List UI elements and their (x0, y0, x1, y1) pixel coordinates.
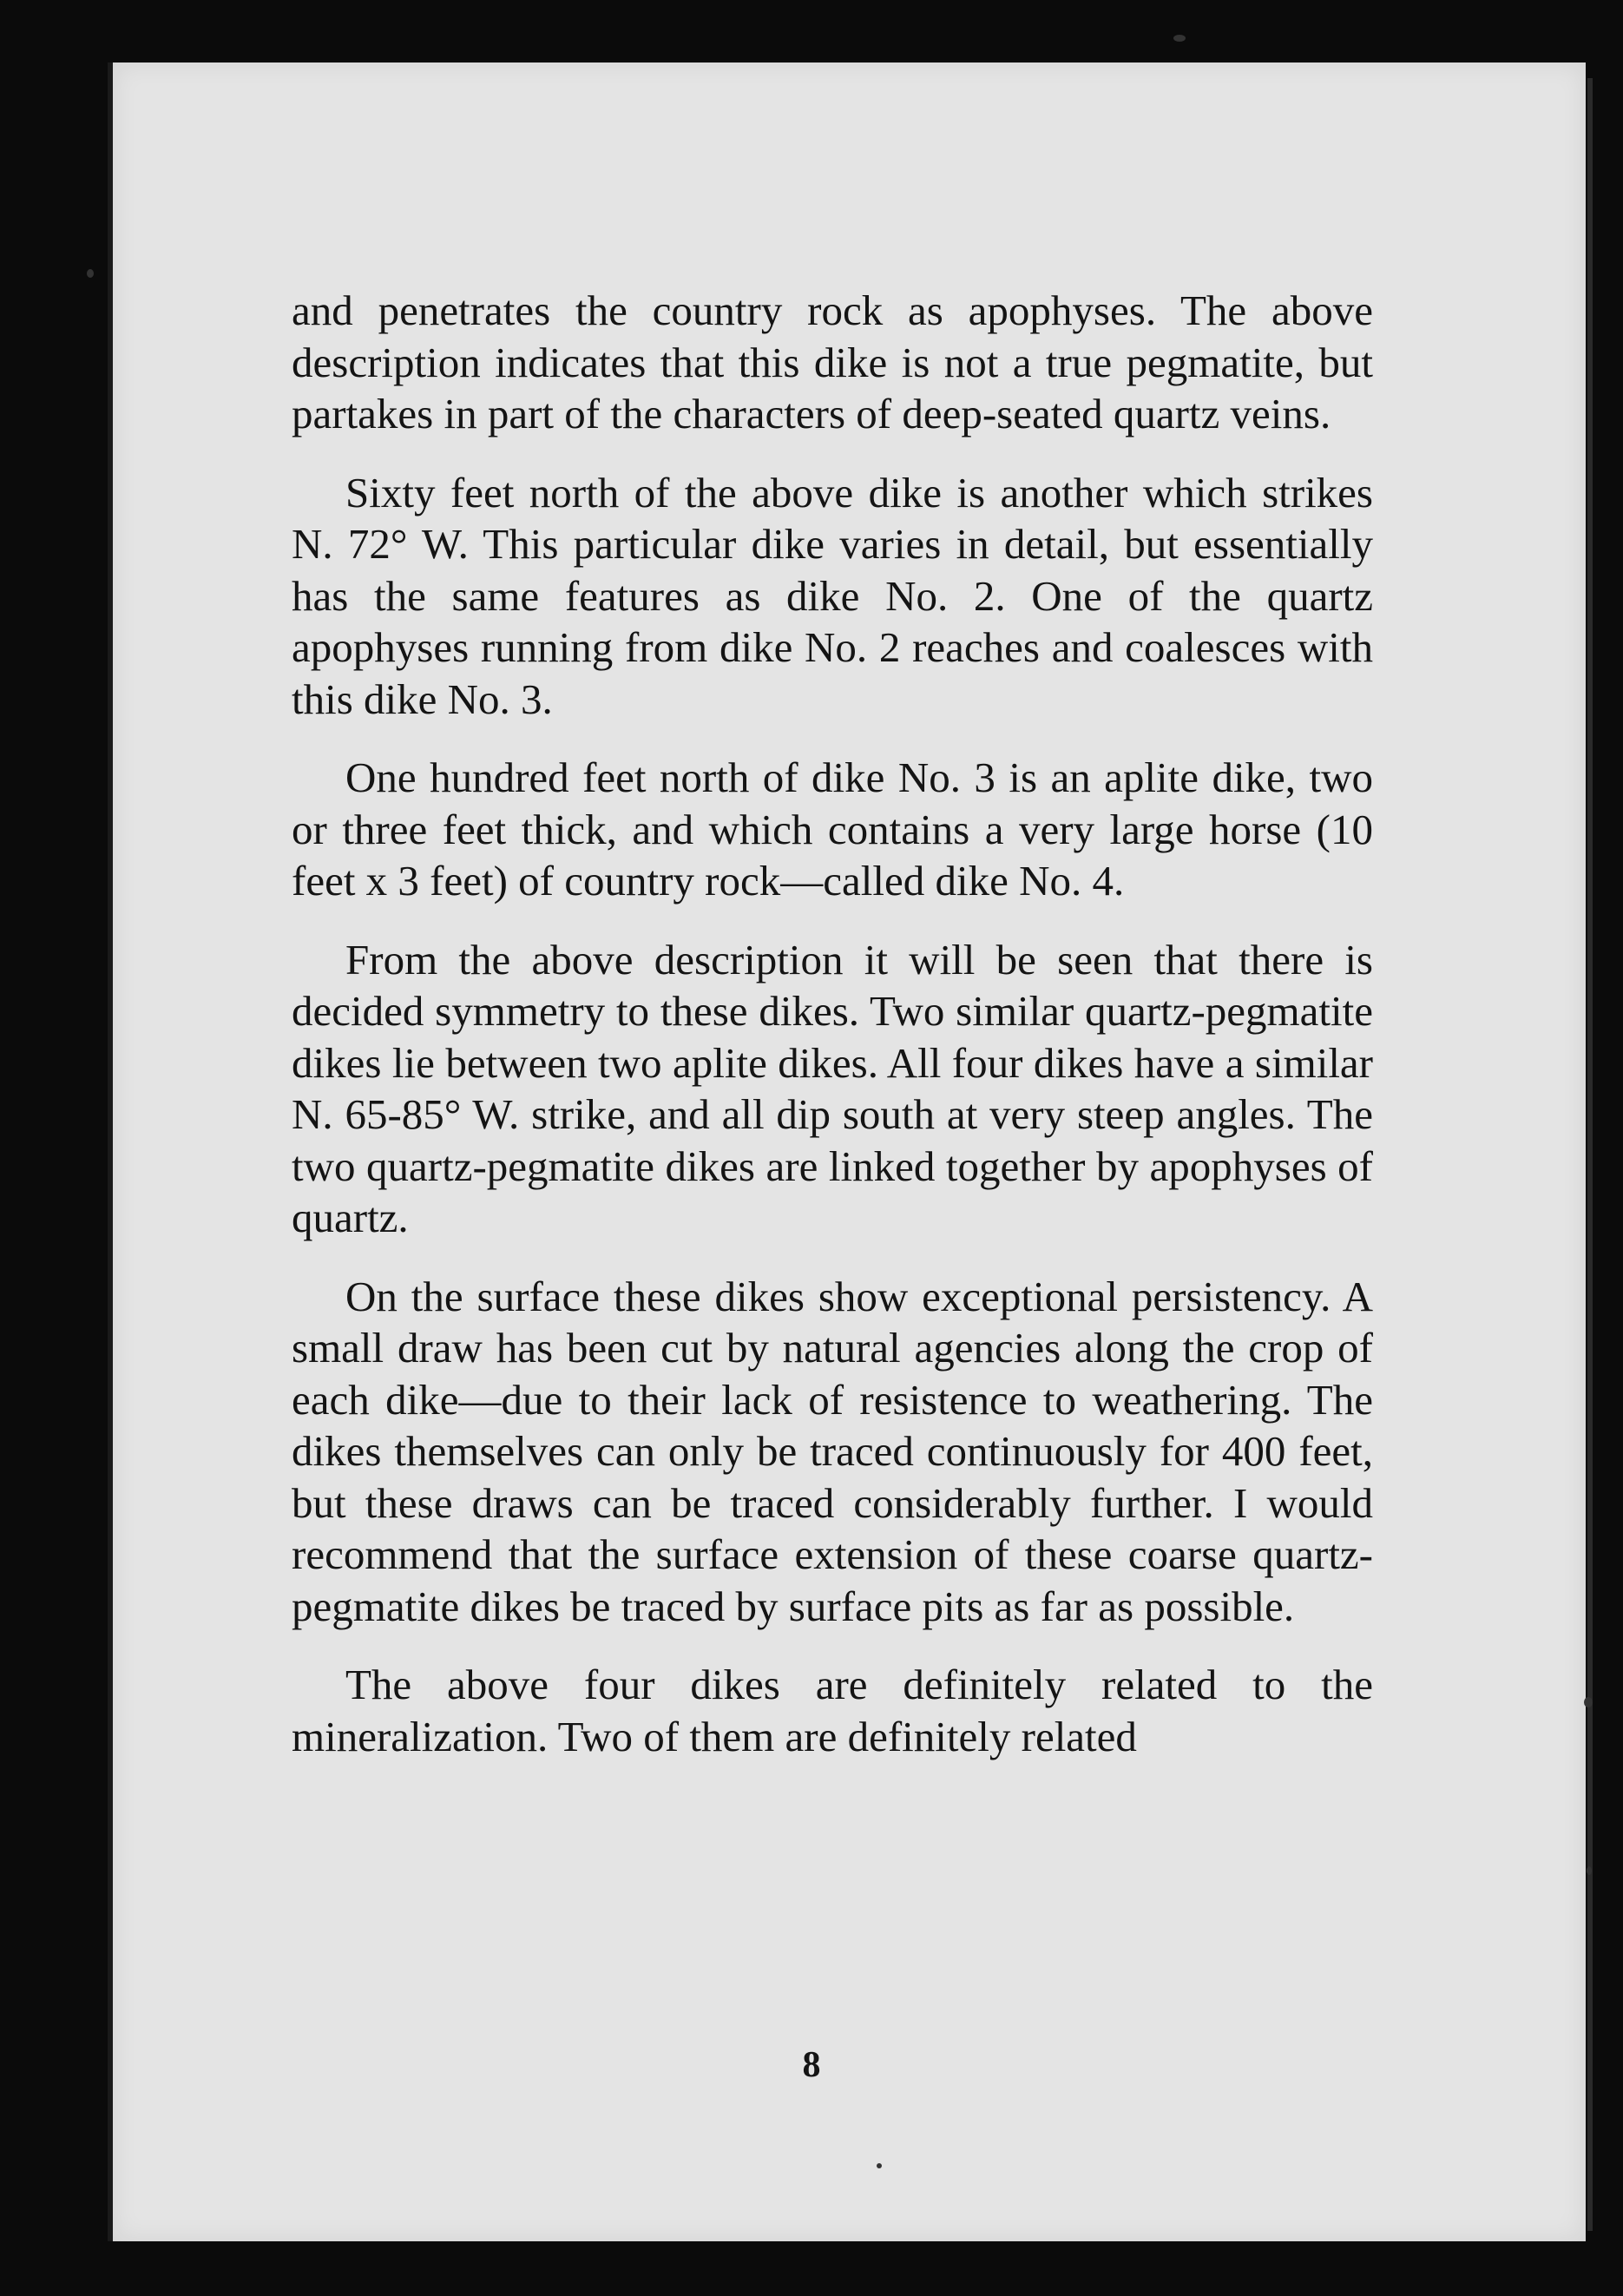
paragraph: On the surface these dikes show exceptional persistency. A small draw has been cut by natural agencies along the crop of each dike—due to their lack of resistence to weathering. The dikes themselves can only be traced continuously for 400 feet, but these draws can be traced considerably further. I would recommend that the surface extension of these coarse quartz-pegmatite dikes be traced by surface pits as far as possible. (292, 1272, 1373, 1630)
scan-speck (1173, 35, 1186, 42)
paragraph: Sixty feet north of the above dike is another which strikes N. 72° W. This particular dike varies in detail, but essentially has the same features as dike No. 2. One of the quartz apophyses running from dike No. 2 reaches and coalesces with this dike No. 3. (292, 468, 1373, 723)
scan-speck (877, 2163, 882, 2168)
scan-speck (1584, 1697, 1593, 1707)
paragraph: From the above description it will be seen that there is decided symmetry to these dikes. Two similar quartz-pegmatite dikes lie between two aplite dikes. All four dikes have a similar N. 65-85° W. strike, and all dip south at very steep angles. The two quartz-pegmatite dikes are linked together by apophyses of quartz. (292, 935, 1373, 1241)
scan-speck (1587, 1866, 1592, 1875)
paragraph: The above four dikes are definitely related to the mineralization. Two of them are definitely related (292, 1661, 1373, 1760)
paragraph: and penetrates the country rock as apophyses. The above description indicates that this dike is not a true pegmatite, but partakes in part of the characters of deep-seated quartz veins. (292, 286, 1373, 437)
paragraph: One hundred feet north of dike No. 3 is an aplite dike, two or three feet thick, and which contains a very large horse (10 feet x 3 feet) of country rock—called dike No. 4. (292, 753, 1373, 905)
page-number: 8 (802, 2045, 821, 2085)
binding-line (1587, 78, 1593, 2231)
scan-speck (87, 269, 94, 278)
body-text (292, 285, 1373, 1762)
